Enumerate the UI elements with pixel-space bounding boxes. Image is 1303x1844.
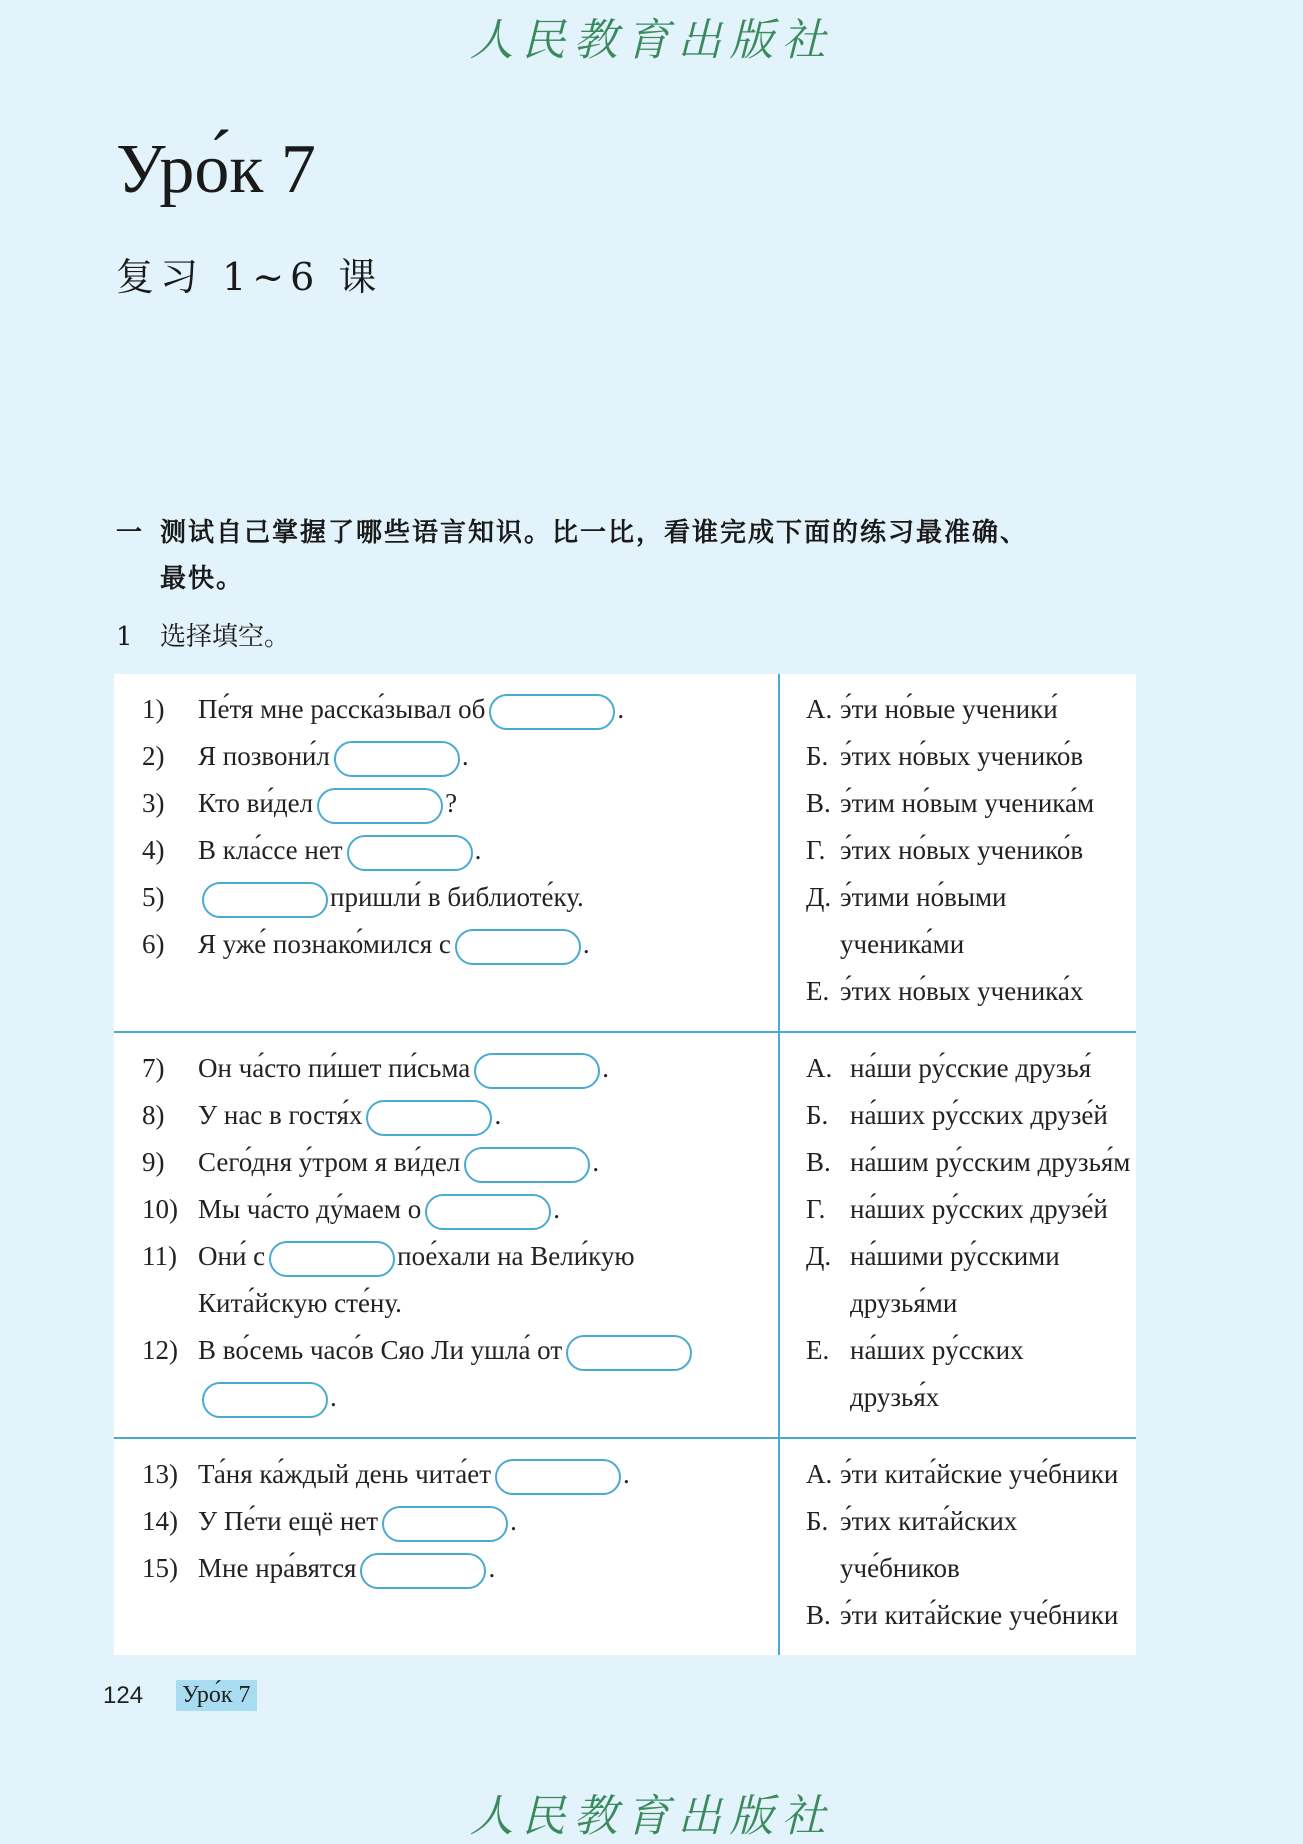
answer-blank[interactable]: [202, 882, 328, 918]
question-text-before: У Пе́ти ещё нет: [198, 1506, 379, 1536]
question-text-before: Та́ня ка́ждый день чита́ет: [198, 1459, 492, 1489]
option-text: э́ти кита́йские уче́бники: [840, 1459, 1119, 1489]
answer-blank[interactable]: [334, 741, 460, 777]
question-number: 4): [142, 835, 165, 865]
option-letter: [806, 1545, 840, 1592]
question-text: [198, 921, 778, 968]
option-text: ученика́ми: [840, 929, 965, 959]
option-row: [806, 780, 1136, 827]
answer-blank[interactable]: [382, 1506, 508, 1542]
option-letter: Г.: [806, 835, 826, 865]
question-row: [142, 1233, 778, 1280]
question-row: [142, 1374, 778, 1421]
question-row: [142, 1280, 778, 1327]
questions-column: [114, 1438, 779, 1655]
question-number: 7): [142, 1053, 165, 1083]
option-text: на́шим ру́сским друзья́м: [850, 1147, 1131, 1177]
question-text-before: Мы ча́сто ду́маем о: [198, 1194, 422, 1224]
question-text-before: Пе́тя мне расска́зывал об: [198, 694, 486, 724]
exercise-group: [114, 1032, 1136, 1438]
question-text-after: .: [330, 1382, 337, 1412]
option-letter: Б.: [806, 741, 829, 771]
answer-blank[interactable]: [269, 1241, 395, 1277]
question-row: [142, 921, 778, 968]
option-text: э́тих но́вых ученика́х: [840, 976, 1084, 1006]
exercise-number: 1: [116, 622, 133, 652]
answer-blank[interactable]: [317, 788, 443, 824]
question-row: [142, 733, 778, 780]
section-number: 一: [116, 518, 145, 548]
question-text-after: .: [553, 1194, 560, 1224]
answer-blank[interactable]: [455, 929, 581, 965]
option-letter: Д.: [806, 882, 832, 912]
question-row: [142, 1327, 778, 1374]
questions-column: [114, 674, 779, 1032]
option-row: [806, 1280, 1136, 1327]
question-text: [198, 1186, 778, 1233]
question-number: 2): [142, 741, 165, 771]
question-number: 8): [142, 1100, 165, 1130]
option-text: э́ти кита́йские уче́бники: [840, 1600, 1119, 1630]
page-number: 124: [103, 1682, 144, 1709]
question-text: [198, 1545, 778, 1592]
option-row: [806, 1233, 1136, 1280]
option-letter: Б.: [806, 1100, 829, 1130]
option-text: э́тим но́вым ученика́м: [840, 788, 1095, 818]
option-letter: [806, 921, 840, 968]
question-text-before: Они́ с: [198, 1241, 266, 1271]
question-row: [142, 686, 778, 733]
option-row: [806, 1545, 1136, 1592]
answer-blank[interactable]: [202, 1382, 328, 1418]
option-row: [806, 1374, 1136, 1421]
option-row: [806, 1186, 1136, 1233]
option-text: на́ших ру́сских друзе́й: [850, 1194, 1108, 1224]
option-letter: [806, 1280, 850, 1327]
question-row: [142, 780, 778, 827]
question-number: 6): [142, 929, 165, 959]
answer-blank[interactable]: [425, 1194, 551, 1230]
question-text-before: Сего́дня у́тром я ви́дел: [198, 1147, 461, 1177]
question-text-after: ?: [445, 788, 458, 818]
question-number: 14): [142, 1506, 178, 1536]
answer-blank[interactable]: [464, 1147, 590, 1183]
question-text: [198, 1233, 778, 1280]
option-row: [806, 827, 1136, 874]
exercise-instruction: 选择填空。: [160, 622, 291, 652]
section-heading: [116, 510, 1176, 602]
question-text-after: пришли́ в библиоте́ку.: [330, 882, 584, 912]
option-row: [806, 1139, 1136, 1186]
question-text-before: Мне нра́вятся: [198, 1553, 357, 1583]
option-text: на́ших ру́сских: [850, 1335, 1024, 1365]
question-number: [142, 1374, 198, 1421]
lesson-badge: Уро́к 7: [176, 1680, 257, 1711]
question-number: 1): [142, 694, 165, 724]
option-text: на́ши ру́сские друзья́: [850, 1053, 1092, 1083]
question-text-before: Я позвони́л: [198, 741, 330, 771]
question-number: 11): [142, 1241, 177, 1271]
answer-blank[interactable]: [495, 1459, 621, 1495]
question-text-before: У нас в гостя́х: [198, 1100, 363, 1130]
option-text: на́шими ру́сскими: [850, 1241, 1060, 1271]
option-text: уче́бников: [840, 1553, 960, 1583]
question-text: [198, 1451, 778, 1498]
option-text: э́тих но́вых ученико́в: [840, 741, 1084, 771]
option-letter: А.: [806, 1459, 833, 1489]
question-row: [142, 1451, 778, 1498]
answer-blank[interactable]: [474, 1053, 600, 1089]
option-text: на́ших ру́сских друзе́й: [850, 1100, 1108, 1130]
question-text-after: .: [488, 1553, 496, 1583]
question-text: [198, 733, 778, 780]
option-letter: В.: [806, 1147, 831, 1177]
exercise-group: [114, 1438, 1136, 1655]
option-text: друзья́х: [850, 1382, 940, 1412]
question-number: 13): [142, 1459, 178, 1489]
section-text-line1: 测试自己掌握了哪些语言知识。比一比，看谁完成下面的练习最准确、: [160, 518, 1029, 548]
option-letter: Г.: [806, 1194, 826, 1224]
option-row: [806, 686, 1136, 733]
option-text: э́тих кита́йских: [840, 1506, 1018, 1536]
question-number: 5): [142, 882, 165, 912]
question-text-after: .: [617, 694, 625, 724]
question-row: [142, 1139, 778, 1186]
question-row: [142, 827, 778, 874]
option-letter: В.: [806, 1600, 831, 1630]
exercise-group: [114, 674, 1136, 1032]
question-number: 9): [142, 1147, 165, 1177]
question-number: 15): [142, 1553, 178, 1583]
question-text-before: В кла́ссе нет: [198, 835, 343, 865]
question-number: 3): [142, 788, 165, 818]
option-letter: [806, 1374, 850, 1421]
question-text: [198, 1092, 778, 1139]
question-text-after: .: [602, 1053, 609, 1083]
question-text-after: .: [582, 929, 590, 959]
question-number: [142, 1280, 198, 1327]
question-text-before: В во́семь часо́в Сяо Ли ушла́ от: [198, 1335, 563, 1365]
question-row: [142, 1045, 778, 1092]
question-text: [198, 827, 778, 874]
option-text: э́тих но́вых ученико́в: [840, 835, 1084, 865]
option-letter: В.: [806, 788, 831, 818]
option-row: [806, 733, 1136, 780]
option-row: [806, 968, 1136, 1015]
question-row: [142, 1186, 778, 1233]
question-text-before: Кто ви́дел: [198, 788, 314, 818]
option-row: [806, 921, 1136, 968]
option-row: [806, 1592, 1136, 1639]
question-text-after: .: [494, 1100, 502, 1130]
question-text-after: .: [461, 741, 469, 771]
option-letter: А.: [806, 1053, 833, 1083]
answer-blank[interactable]: [347, 835, 473, 871]
option-row: [806, 1327, 1136, 1374]
question-text-before: Он ча́сто пи́шет пи́сьма: [198, 1053, 471, 1083]
option-row: [806, 1498, 1136, 1545]
question-text: [198, 1139, 778, 1186]
option-letter: Е.: [806, 1335, 830, 1365]
exercise-label: [116, 616, 290, 653]
questions-column: [114, 1032, 779, 1438]
option-row: [806, 1451, 1136, 1498]
options-column: [779, 674, 1136, 1032]
question-row: [142, 1545, 778, 1592]
answer-blank[interactable]: [489, 694, 615, 730]
question-row: [142, 874, 778, 921]
answer-blank[interactable]: [566, 1335, 692, 1371]
answer-blank[interactable]: [366, 1100, 492, 1136]
option-text: друзья́ми: [850, 1288, 958, 1318]
question-row: [142, 1498, 778, 1545]
option-text: э́ти но́вые ученики́: [840, 694, 1058, 724]
answer-blank[interactable]: [360, 1553, 486, 1589]
option-letter: Б.: [806, 1506, 829, 1536]
option-letter: А.: [806, 694, 833, 724]
option-letter: Е.: [806, 976, 830, 1006]
exercise-table: [114, 674, 1136, 1655]
question-text-after: .: [623, 1459, 630, 1489]
question-text-after: .: [592, 1147, 600, 1177]
question-text-after: пое́хали на Вели́кую: [397, 1241, 635, 1271]
lesson-title: Уро́к 7: [116, 131, 316, 208]
option-letter: Д.: [806, 1241, 832, 1271]
question-text-before: Я уже́ познако́мился с: [198, 929, 451, 959]
section-text-line2: 最快。: [160, 564, 245, 594]
question-text-after: .: [474, 835, 482, 865]
option-row: [806, 874, 1136, 921]
lesson-subtitle: 复习 1~6 课: [116, 255, 383, 299]
question-text: [198, 686, 778, 733]
question-text: [198, 780, 778, 827]
publisher-logo-bottom: 人民教育出版社: [469, 1791, 834, 1842]
question-text: [198, 1045, 778, 1092]
question-text: [198, 1327, 778, 1374]
question-text-before: Кита́йскую сте́ну.: [198, 1288, 402, 1318]
question-text: [198, 874, 778, 921]
option-row: [806, 1092, 1136, 1139]
option-text: э́тими но́выми: [840, 882, 1007, 912]
publisher-logo-top: 人民教育出版社: [469, 15, 834, 66]
question-row: [142, 1092, 778, 1139]
question-number: 10): [142, 1194, 178, 1224]
question-text: [198, 1374, 778, 1421]
question-number: 12): [142, 1335, 178, 1365]
question-text-after: .: [510, 1506, 517, 1536]
options-column: [779, 1032, 1136, 1438]
options-column: [779, 1438, 1136, 1655]
question-text: [198, 1280, 778, 1327]
option-row: [806, 1045, 1136, 1092]
question-text: [198, 1498, 778, 1545]
